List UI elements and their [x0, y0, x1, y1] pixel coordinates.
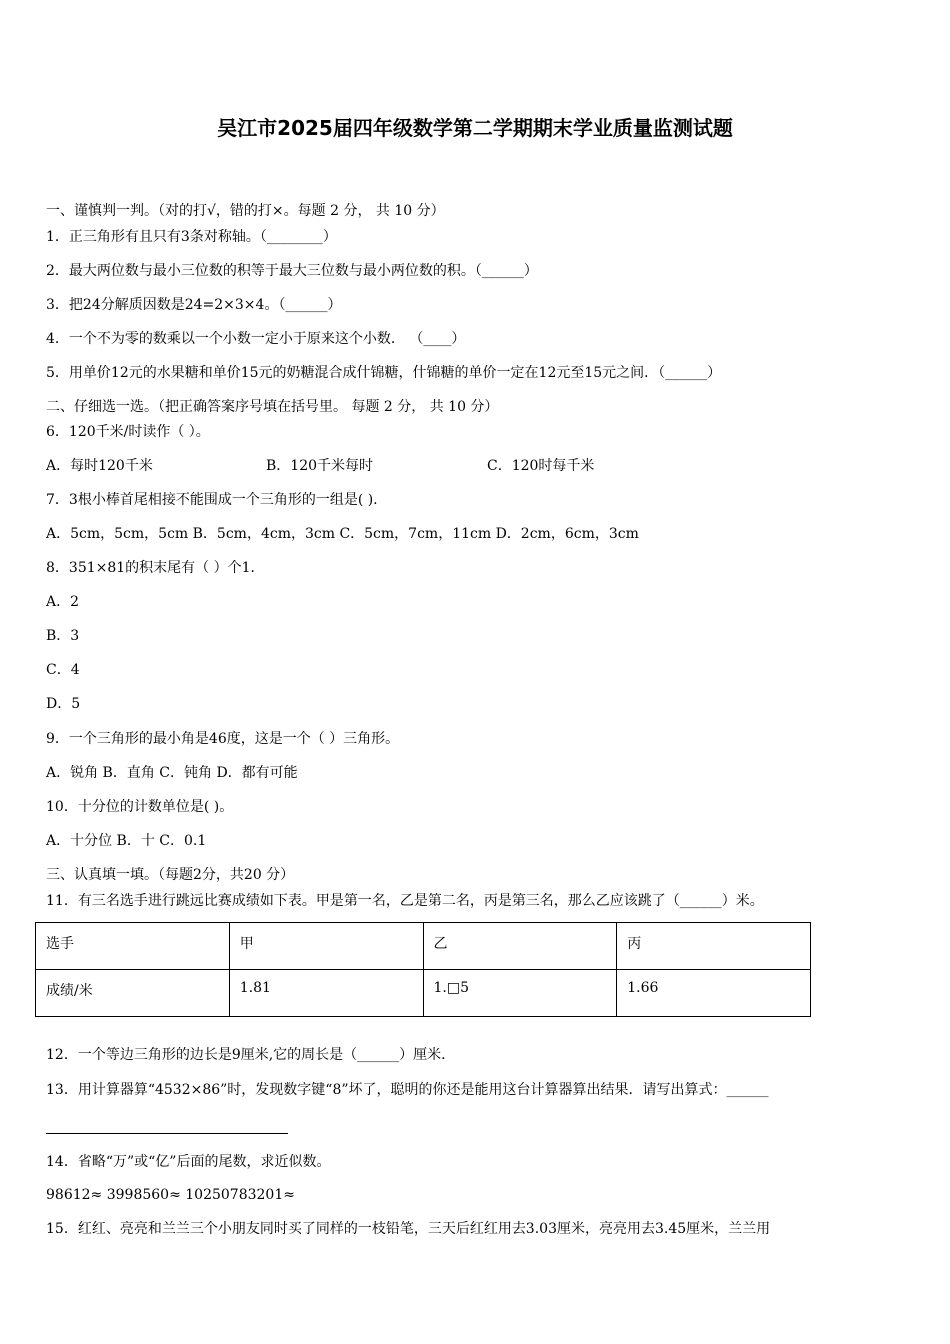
page-title: 吴江市2025届四年级数学第二学期期末学业质量监测试题: [217, 116, 733, 140]
table-cell: 选手: [36, 923, 230, 970]
question-2: 2．最大两位数与最小三位数的积等于最大三位数与最小两位数的积。（______）: [46, 263, 538, 279]
option-b: B．120千米每时: [266, 458, 374, 474]
question-7-options: A．5cm，5cm，5cm B．5cm，4cm，3cm C．5cm，7cm，11cm D．2cm，6cm，3cm: [46, 526, 639, 542]
question-3: 3．把24分解质因数是24=2×3×4。（______）: [46, 297, 342, 313]
table-cell: 成绩/米: [36, 970, 230, 1017]
question-11-stem: 11．有三名选手进行跳远比赛成绩如下表。甲是第一名，乙是第二名，丙是第三名，那么乙应该跳了（______）米。: [46, 893, 764, 909]
table-cell: 1.□5: [423, 970, 617, 1017]
table-cell: 1.66: [617, 970, 811, 1017]
table-cell: 甲: [229, 923, 423, 970]
question-13: 13．用计算器算“4532×86”时，发现数字键“8”坏了，聪明的你还是能用这台计算器算出结果．请写出算式：______: [46, 1082, 769, 1098]
section-2-heading: 二、仔细选一选。（把正确答案序号填在括号里。 每题 2 分， 共 10 分）: [46, 399, 499, 415]
question-10-options: A．十分位 B．十 C．0.1: [46, 833, 207, 849]
question-12: 12．一个等边三角形的边长是9厘米,它的周长是（______）厘米．: [46, 1047, 456, 1063]
question-8-stem: 8．351×81的积末尾有（ ）个1．: [46, 560, 265, 576]
question-14-values: 98612≈ 3998560≈ 10250783201≈: [46, 1187, 295, 1203]
question-10-stem: 10．十分位的计数单位是( )。: [46, 799, 234, 815]
question-6-options: [46, 456, 846, 476]
question-4: 4．一个不为零的数乘以一个小数一定小于原来这个小数． （____）: [46, 331, 466, 347]
question-9-stem: 9．一个三角形的最小角是46度，这是一个（ ）三角形。: [46, 731, 400, 747]
table-row: [36, 923, 811, 970]
question-1: 1．正三角形有且只有3条对称轴。（________）: [46, 229, 337, 245]
table-row: [36, 970, 811, 1017]
answer-line: [46, 1133, 288, 1134]
question-8-option-c: C．4: [46, 662, 80, 678]
table-cell: 乙: [423, 923, 617, 970]
option-c: C．120时每千米: [487, 458, 595, 474]
question-6-stem: 6．120千米/时读作（ ）。: [46, 424, 210, 440]
question-8-option-a: A．2: [46, 594, 80, 610]
question-14-stem: 14．省略“万”或“亿”后面的尾数，求近似数。: [46, 1154, 331, 1170]
question-8-option-d: D．5: [46, 696, 81, 712]
section-3-heading: 三、认真填一填。（每题2分，共20 分）: [46, 867, 295, 883]
question-9-options: A．锐角 B．直角 C．钝角 D．都有可能: [46, 765, 298, 781]
table-cell: 1.81: [229, 970, 423, 1017]
option-a: A．每时120千米: [46, 458, 153, 474]
jump-results-table: [35, 922, 811, 1017]
section-1-heading: 一、谨慎判一判。（对的打√，错的打×。每题 2 分， 共 10 分）: [46, 203, 445, 219]
question-5: 5．用单价12元的水果糖和单价15元的奶糖混合成什锦糖，什锦糖的单价一定在12元至15元之间．（______）: [46, 365, 722, 381]
question-15: 15．红红、亮亮和兰兰三个小朋友同时买了同样的一枝铅笔，三天后红红用去3.03厘米，亮亮用去3.45厘米，兰兰用: [46, 1221, 771, 1237]
table-cell: 丙: [617, 923, 811, 970]
question-8-option-b: B．3: [46, 628, 80, 644]
question-7-stem: 7．3根小棒首尾相接不能围成一个三角形的一组是( ).: [46, 492, 378, 508]
